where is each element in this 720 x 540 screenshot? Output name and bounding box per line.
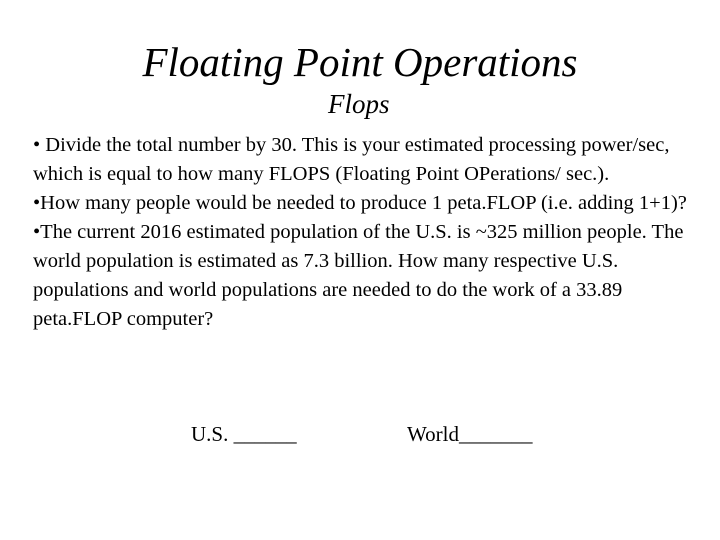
slide-body — [33, 131, 703, 334]
bullet-people-needed: •How many people would be needed to produce 1 peta.FLOP (i.e. adding 1+1)? — [33, 192, 687, 214]
slide-title: Floating Point Operations — [142, 39, 578, 85]
bullet-divide-total: • Divide the total number by 30. This is your estimated processing power/sec, which is equal to how many FLOPS (Floating Point OPerations/ sec.). — [33, 134, 670, 185]
answer-blank-us: U.S. ______ — [191, 422, 297, 446]
answer-blank-world: World_______ — [407, 422, 533, 446]
slide-subtitle: Flops — [328, 89, 390, 119]
bullet-population-question: •The current 2016 estimated population of the U.S. is ~325 million people. The world population is estimated as 7.3 billion. How many respective U.S. populations and world populations are needed to do the work of a 33.89 peta.FLOP computer? — [33, 221, 684, 330]
